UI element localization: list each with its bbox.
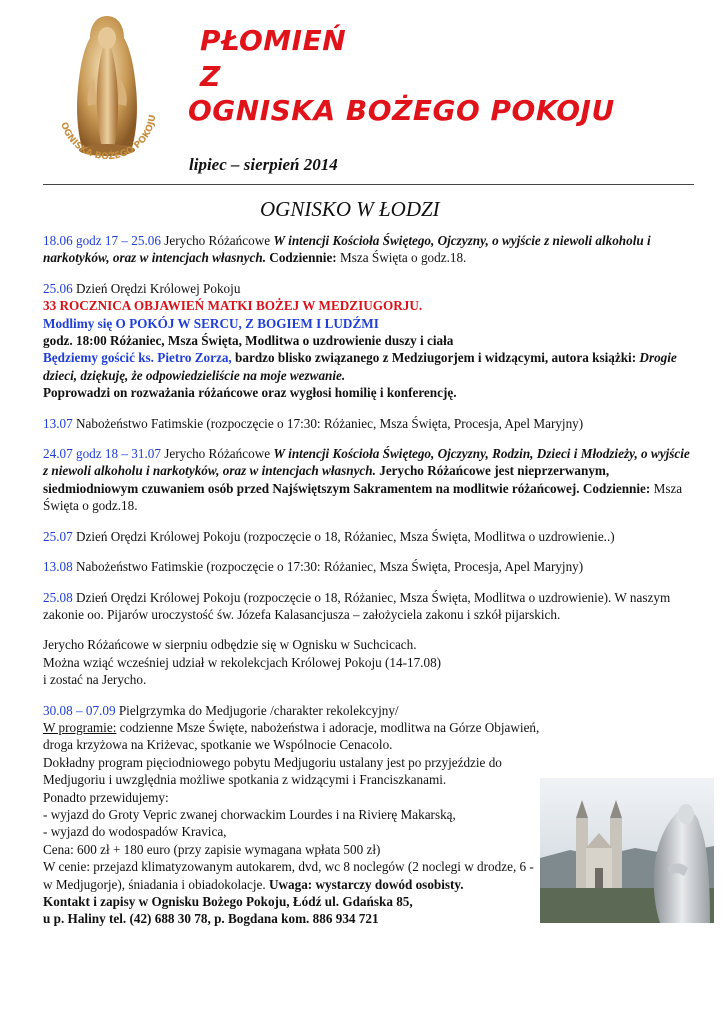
contact-line: u p. Haliny tel. (42) 688 30 78, p. Bogdana kom. 886 934 721 [43,911,379,927]
plans-label: Ponadto przewidujemy: [43,789,169,805]
entry-date: 25.08 [43,589,73,605]
program-text: codzienne Msze Święte, nabożeństwa i adoracje, modlitwa na Górze Objawień, droga krzyżowa na Kriżevac, spotkanie we Wspólnocie Cenacolo. [43,719,540,753]
pilgrimage-title: Pielgrzymka do Medjugorie /charakter rekolekcyjny/ [115,702,399,718]
entry-fatima-august [43,558,693,575]
entry-date: 25.06 [43,280,73,296]
guest-label: Będziemy gościć ks. Pietro Zorza, [43,350,232,366]
entry-fatima-july [43,415,693,432]
title-line-3: OGNISKA BOŻEGO POKOJU [188,94,615,127]
title-line-1: PŁOMIEŃ [200,24,347,57]
note-line: Można wziąć wcześniej udział w rekolekcjach Królowej Pokoju (14-17.08) [43,654,442,670]
entry-jerycho-june [43,232,693,267]
includes-line: W cenie: przejazd klimatyzowanym autokarem, dvd, wc 8 noclegów (2 noclegi w drodze, 6 - w Medjugorje), śniadania i obiadokolacje. [43,859,534,892]
entry-text: Dzień Orędzi Królowej Pokoju [72,280,241,296]
warning-line: Uwaga: wystarczy dowód osobisty. [265,876,464,892]
title-line-2: Z [200,60,221,93]
entry-text: Nabożeństwo Fatimskie (rozpoczęcie o 17:30: Różaniec, Msza Święta, Procesja, Apel Maryjny) [72,559,584,575]
medjugorje-church-photo [540,778,714,923]
entry-date: 24.07 godz 18 – 31.07 [43,446,161,462]
schedule-line: godz. 18:00 Różaniec, Msza Święta, Modlitwa o uzdrowienie duszy i ciała [43,333,454,349]
entry-peace-august [43,589,693,624]
pilgrimage-date: 30.08 – 07.09 [43,702,116,718]
entry-date: 13.07 [43,415,73,431]
contact-line: Kontakt i zapisy w Ognisku Bożego Pokoju, Łódź ul. Gdańska 85, [43,894,413,909]
anniversary-line: 33 ROCZNICA OBJAWIEŃ MATKI BOŻEJ W MEDZIUGORJU. [43,298,423,314]
program-label: W programie: [43,719,117,735]
entry-text: Jerycho Różańcowe [160,446,274,462]
logo-circular-text: OGNISKA BOŻEGO POKOJU [58,114,159,163]
plan-item: - wyjazd do Groty Vepric zwanej chorwackim Lourdes i na Rivierę Makarską, [43,806,456,822]
note-block [43,636,693,688]
guest-text: bardzo blisko związanego z Medziugorjem i widzącymi, autora książki: [231,350,640,366]
logo-virgin-mary-statue-icon [50,8,165,183]
entry-daily-text: Msza Święta o godz.18. [336,250,467,266]
entry-intention: W intencji Kościoła Świętego, Ojczyzny, o wyjście z niewoli alkoholu i narkotyków, oraz w intencjach własnych. [43,233,651,266]
entry-text: Nabożeństwo Fatimskie (rozpoczęcie o 17:30: Różaniec, Msza Święta, Procesja, Apel Maryjny) [72,415,584,431]
entry-daily-text: Msza Święta o godz.18. [43,480,683,514]
note-line: Jerycho Różańcowe w sierpniu odbędzie się w Ognisku w Suchcicach. [43,637,417,653]
entry-jerycho-july [43,445,693,515]
prayer-line: Modlimy się O POKÓJ W SERCU, Z BOGIEM I LUDŹMI [43,315,379,331]
plan-item: - wyjazd do wodospadów Kravica, [43,824,227,840]
entry-peace-july [43,528,693,545]
entry-text: Dzień Orędzi Królowej Pokoju (rozpoczęcie o 18, Różaniec, Msza Święta, Modlitwa o uzdrowienie). W naszym zakonie oo. Pijarów uroczystość św. Józefa Kalasancjusza – założyciela zakonu i szkół pijarskich. [43,589,671,622]
book-title: Drogie dzieci, dziękuję, że odpowiedzieliście na moje wezwanie. [43,350,677,383]
edition-date: lipiec – sierpień 2014 [189,155,338,174]
price-line: Cena: 600 zł + 180 euro (przy zapisie wymagana wpłata 500 zł) [43,841,381,857]
entry-date: 18.06 godz 17 – 25.06 [43,233,161,248]
entry-daily-label: Codziennie: [266,250,337,266]
entry-anniversary [43,280,693,402]
entry-date: 25.07 [43,528,73,544]
section-heading: OGNISKO W ŁODZI [260,197,440,221]
program-details: Dokładny program pięciodniowego pobytu Medjugoriu ustalany jest po przyjeździe do Medjugoriu i uwzględnia możliwe spotkania z widzącymi i Franciszkanami. [43,754,502,788]
entry-text: Dzień Orędzi Królowej Pokoju (rozpoczęcie o 18, Różaniec, Msza Święta, Modlitwa o uzdrowienie..) [72,528,615,544]
header-divider [43,184,694,185]
note-line: i zostać na Jerycho. [43,672,147,688]
entry-text: Jerycho Różańcowe [160,233,274,248]
entry-intention: W intencji Kościoła Świętego, Ojczyzny, Rodzin, Dzieci i Młodzieży, o wyjście z niewoli alkoholu i narkotyków, oraz w intencjach własnych. [43,446,690,479]
pilgrimage-block [43,702,543,928]
entry-date: 13.08 [43,559,73,575]
entry-bold-text: Jerycho Różańcowe jest nieprzerwanym, siedmiodniowym czuwaniem osób przed Najświętszym Sakramentem na modlitwie różańcowej. Codziennie: [43,463,651,496]
lead-line: Poprowadzi on rozważania różańcowe oraz wygłosi homilię i konferencję. [43,385,457,401]
